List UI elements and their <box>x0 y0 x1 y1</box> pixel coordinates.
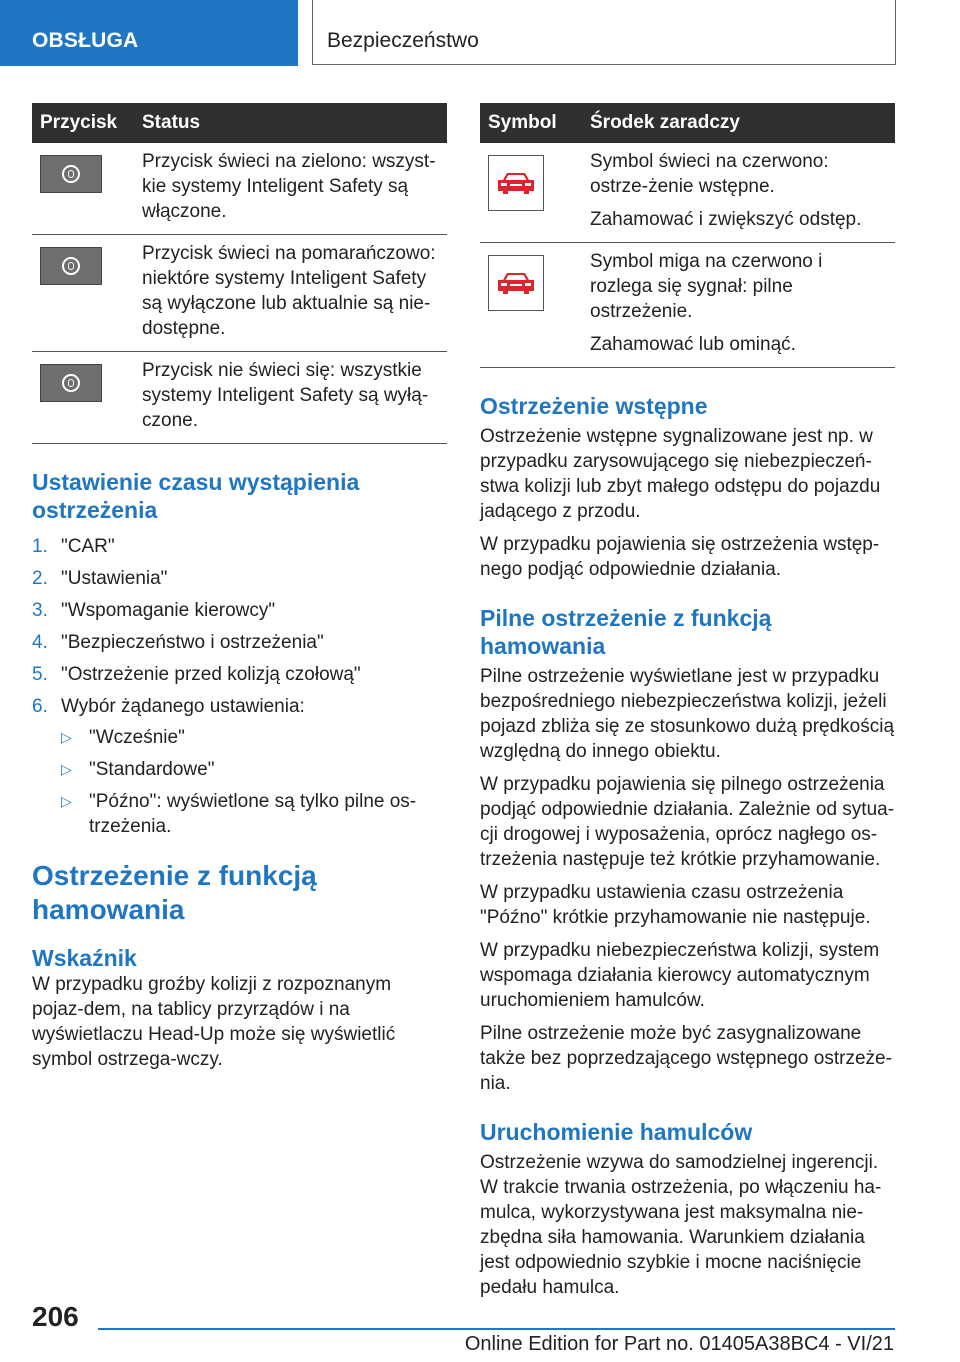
indicator-title: Wskaźnik <box>32 945 137 971</box>
page-number: 206 <box>32 1301 79 1332</box>
chapter-title: Bezpieczeństwo <box>327 29 479 52</box>
list-item: 4. "Bezpieczeństwo i ostrzeżenia" <box>32 632 324 653</box>
footer-divider <box>98 1328 895 1330</box>
triangle-bullet-icon: ▷ <box>61 793 72 809</box>
intelligent-safety-button-icon <box>40 155 102 193</box>
option-item: ▷ "Wcześnie" <box>61 727 185 748</box>
status-text: Przycisk świeci na zielono: wszyst-kie systemy Inteligent Safety są włączone. <box>134 143 447 235</box>
chapter-header <box>312 0 896 65</box>
edition-text: Online Edition for Part no. 01405A38BC4 - VI/21 <box>464 1333 894 1355</box>
braking-section-title: Ostrzeżenie z funkcją hamowania <box>32 860 317 925</box>
list-item: 2. "Ustawienia" <box>32 568 168 589</box>
indicator-text: W przypadku groźby kolizji z rozpoznanym pojaz-dem, na tablicy przyrządów i na wyświetlaczu Head-Up może się wyświetlić symbol ostrzega-wczy. <box>32 974 396 1070</box>
section-title: OBSŁUGA <box>32 29 139 52</box>
pre-warning-paragraph: W przypadku pojawienia się ostrzeżenia wstęp-nego podjąć odpowiednie działania. <box>480 534 880 580</box>
column-header-action: Środek zaradczy <box>582 103 895 143</box>
right-column <box>480 103 895 1300</box>
status-text: Przycisk nie świeci się: wszystkie systemy Inteligent Safety są wyłą-czone. <box>134 352 447 444</box>
option-item: ▷ "Późno": wyświetlone są tylko pilne os-trzeżenia. <box>61 791 417 837</box>
urgent-warning-paragraph: W przypadku niebezpieczeństwa kolizji, system wspomaga działania kierowcy automatycznym uruchomieniem hamulców. <box>480 940 880 1011</box>
list-item: 6. Wybór żądanego ustawienia: ▷ "Wcześnie" ▷ "Standardowe" ▷ "Późno": wyświetlone są tylko pilne os-trzeżenia. <box>32 694 447 839</box>
table-row <box>32 143 447 235</box>
triangle-bullet-icon: ▷ <box>61 729 72 745</box>
pre-warning-paragraph: Ostrzeżenie wstępne sygnalizowane jest np. w przypadku zarysowującego się niebezpieczeń-stwa kolizji lub zbyt małego odstępu do pojazdu jadącego z przodu. <box>480 426 881 522</box>
column-header-status: Status <box>134 103 447 143</box>
urgent-warning-paragraph: W przypadku pojawienia się pilnego ostrzeżenia podjąć odpowiednie działania. Zależnie od sytua-cji drogowej i wyposażenia, oprócz nagłego os-trzeżenia następuje też krótkie przyhamowanie. <box>480 774 895 870</box>
timing-section-title: Ustawienie czasu wystąpienia ostrzeżenia <box>32 469 360 523</box>
left-column <box>32 103 447 1072</box>
brake-activation-title: Uruchomienie hamulców <box>480 1119 753 1145</box>
list-item: 1. "CAR" <box>32 536 115 557</box>
column-header-button: Przycisk <box>32 103 134 143</box>
table-row <box>480 143 895 243</box>
intelligent-safety-button-icon <box>40 364 102 402</box>
urgent-warning-paragraph: Pilne ostrzeżenie wyświetlane jest w przypadku bezpośredniego niebezpieczeństwa kolizji, jeżeli pojazd zbliża się ze stosunkowo dużą prędkością względną do innego obiektu. <box>480 666 895 762</box>
list-item: 5. "Ostrzeżenie przed kolizją czołową" <box>32 664 361 685</box>
red-car-warning-icon <box>488 255 544 311</box>
timing-steps-list <box>32 534 447 839</box>
triangle-bullet-icon: ▷ <box>61 761 72 777</box>
action-text: Zahamować i zwiększyć odstęp. <box>590 209 862 230</box>
pre-warning-title: Ostrzeżenie wstępne <box>480 393 708 419</box>
symbol-action-table <box>480 103 895 368</box>
table-row <box>32 352 447 444</box>
timing-options-list <box>61 725 447 839</box>
table-row <box>480 243 895 368</box>
column-header-symbol: Symbol <box>480 103 582 143</box>
urgent-warning-title: Pilne ostrzeżenie z funkcją hamowania <box>480 605 772 659</box>
list-item: 3. "Wspomaganie kierowcy" <box>32 600 276 621</box>
status-text: Przycisk świeci na pomarańczowo: niektóre systemy Inteligent Safety są wyłączone lub aktualnie są nie-dostępne. <box>134 235 447 352</box>
action-text: Zahamować lub ominąć. <box>590 334 796 355</box>
intelligent-safety-button-icon <box>40 247 102 285</box>
red-car-warning-icon <box>488 155 544 211</box>
action-text: Symbol świeci na czerwono: ostrze-żenie wstępne. <box>590 151 829 197</box>
brake-activation-paragraph: Ostrzeżenie wzywa do samodzielnej ingerencji. W trakcie trwania ostrzeżenia, po włączeniu ha-mulca, wykorzystywana jest maksymalna nie-zbędna siła hamowania. Warunkiem działania jest odpowiednio szybkie i mocne naciśnięcie pedału hamulca. <box>480 1152 882 1298</box>
section-tab <box>0 0 298 66</box>
table-row <box>32 235 447 352</box>
urgent-warning-paragraph: Pilne ostrzeżenie może być zasygnalizowane także bez poprzedzającego wstępnego ostrzeże-nia. <box>480 1023 892 1094</box>
button-status-table <box>32 103 447 444</box>
action-text: Symbol miga na czerwono i rozlega się sygnał: pilne ostrzeżenie. <box>590 251 823 322</box>
option-item: ▷ "Standardowe" <box>61 759 215 780</box>
urgent-warning-paragraph: W przypadku ustawienia czasu ostrzeżenia "Późno" krótkie przyhamowanie nie następuje. <box>480 882 871 928</box>
